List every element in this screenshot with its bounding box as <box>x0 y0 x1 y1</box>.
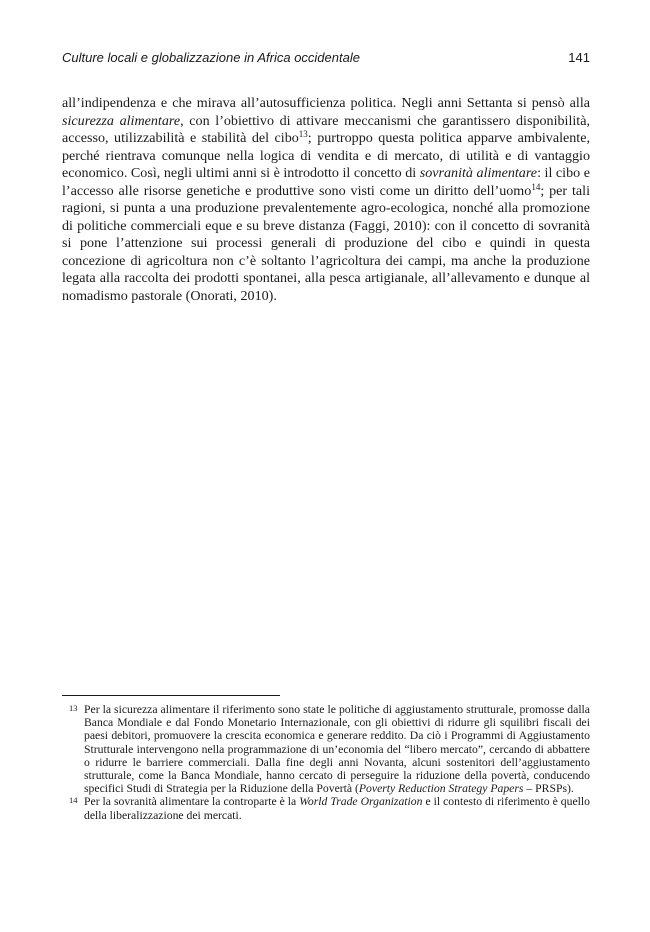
footnotes <box>62 703 590 822</box>
term-sovranita-alimentare: sovranità alimentare <box>419 165 538 181</box>
footnote-italic: Poverty Reduction Strategy Papers <box>358 782 524 796</box>
footnote-ref-13[interactable]: 13 <box>298 129 308 139</box>
term-sicurezza-alimentare: sicurezza alimentare <box>62 112 181 129</box>
footnote-text: Per la sicurezza alimentare il riferimento sono state le politiche di aggiustamento strutturale, promosse dalla Banca Mondiale e dal Fondo Monetario Internazionale, con gli obiettivi di ridurre gli squilibri fiscali dei paesi debitori, promuovere la crescita economica e generare reddito. Da ciò i Programmi di Aggiustamento Strutturale intervengono nella programmazione di un’economia del “libero mercato”, cercando di abbattere o ridurre le barriere commerciali. Dalla fine degli anni Novanta, alcuni sostenitori dell’aggiustamento strutturale, come la Banca Mondiale, hanno cercato di perseguire la riduzione della povertà, conducendo specifici Studi di Strategia per la Riduzione della Povertà ( <box>84 703 590 796</box>
footnote-italic: World Trade Organization <box>299 795 423 809</box>
body-text: , con l’obiettivo di attivare meccanismi che garantissero disponibilità, accesso, utilizzabilità e stabilità del cibo <box>62 112 591 146</box>
page-number: 141 <box>568 50 590 65</box>
footnote-number: 14 <box>69 795 78 806</box>
body-text: : il cibo e l’accesso alle risorse genetiche e produttive sono visti come un diritto dell’uomo <box>62 165 590 199</box>
body-text: all’indipendenza e che mirava all’autosufficienza politica. Negli anni Settanta si pensò alla <box>62 95 590 111</box>
footnote-separator <box>62 695 280 696</box>
footnote-text: e il contesto di riferimento è quello della liberalizzazione dei mercati. <box>84 795 590 822</box>
footnote-ref-14[interactable]: 14 <box>531 181 541 192</box>
body-paragraph <box>62 95 590 305</box>
footnote-13 <box>62 703 590 795</box>
footnote-text: – PRSPs). <box>523 782 574 796</box>
footnote-number: 13 <box>69 703 78 713</box>
running-header <box>62 50 590 70</box>
running-title: Culture locali e globalizzazione in Africa occidentale <box>62 50 360 65</box>
body-text: ; per tali ragioni, si punta a una produzione prevalentemente agro-ecologica, nonché alla promozione di politiche commerciali eque e su breve distanza (Faggi, 2010): con il concetto di sovranità si pone l’attenzione sui processi generali di produzione del cibo e quindi in questa concezione di agricoltura non c’è soltanto l’agricoltura dei campi, ma anche la produzione legata alla raccolta dei prodotti spontanei, alla pesca artigianale, all’allevamento e dunque al nomadismo pastorale (Onorati, 2010). <box>62 182 591 304</box>
footnote-14 <box>62 795 590 821</box>
body-text: ; purtroppo questa politica apparve ambivalente, perché rientrava comunque nella logica di vendita e di mercato, di utilità e di vantaggio economico. Così, negli ultimi anni si è introdotto il concetto di <box>62 130 590 181</box>
footnote-text: Per la sovranità alimentare la controparte è la <box>84 795 300 809</box>
